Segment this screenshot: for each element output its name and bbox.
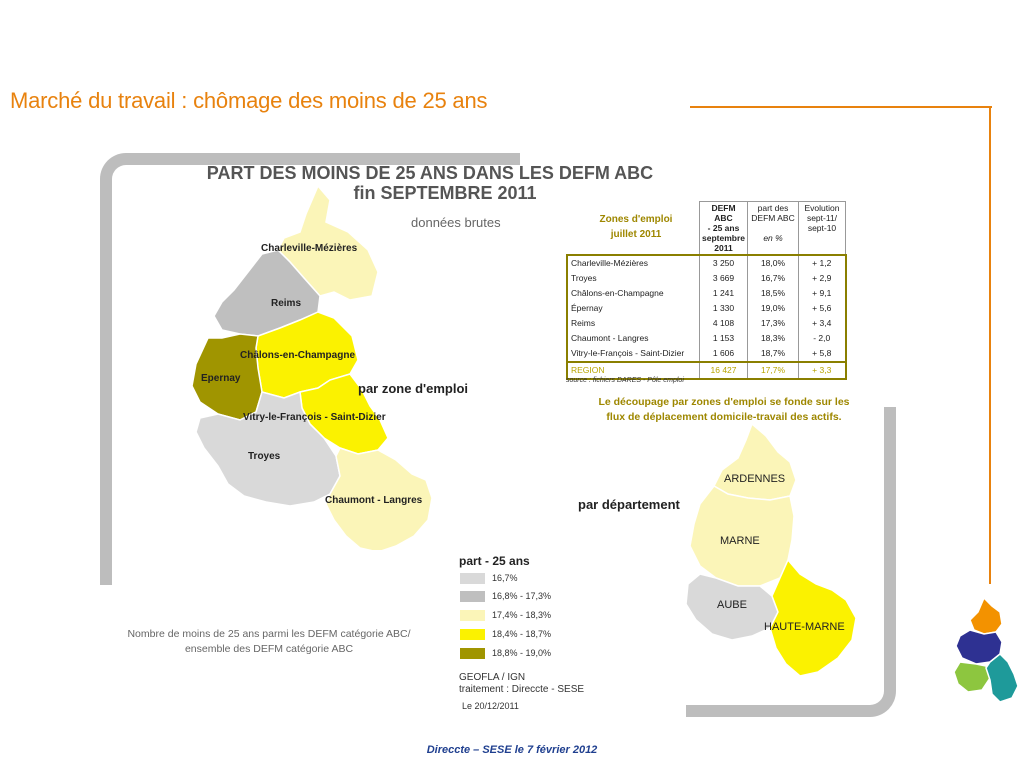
table-cell-evol: + 3,3	[799, 362, 846, 379]
table-cell-evol: + 3,4	[799, 316, 846, 331]
title-rule-horizontal	[690, 106, 992, 108]
table-cell-part: 17,7%	[748, 362, 799, 379]
zone-note-line2: flux de déplacement domicile-travail des actifs.	[606, 411, 842, 423]
table-cell-zone: REGION	[567, 362, 700, 379]
par-departement-label: par département	[578, 497, 680, 512]
zone-label-reims: Reims	[271, 298, 302, 309]
slide-footer: Direccte – SESE le 7 février 2012	[426, 744, 598, 756]
table-cell-defm: 3 250	[700, 255, 748, 271]
table-header-evol-l2: sept-11/	[806, 213, 838, 223]
table-cell-part: 19,0%	[748, 301, 799, 316]
map-caption-line2: ensemble des DEFM catégorie ABC	[184, 643, 354, 655]
table-row	[567, 316, 846, 331]
table-cell-zone: Reims	[571, 318, 596, 328]
zone-label-chalons: Châlons-en-Champagne	[240, 350, 356, 361]
legend-swatch	[460, 648, 485, 659]
table-cell-part: 18,7%	[748, 346, 799, 362]
table-header-zone	[567, 202, 700, 256]
legend-label: 16,7%	[492, 573, 518, 583]
map-date: Le 20/12/2011	[462, 701, 519, 711]
table-cell-part: 16,7%	[748, 271, 799, 286]
table-row	[567, 301, 846, 316]
table-header-defm-l3: septembre	[702, 233, 745, 243]
table-row	[567, 331, 846, 346]
map-caption	[84, 627, 454, 657]
zone-label-vitry: Vitry-le-François - Saint-Dizier	[243, 412, 386, 423]
table-header-defm-l4: 2011	[714, 243, 733, 253]
table-row	[567, 271, 846, 286]
zone-label-troyes: Troyes	[248, 451, 281, 462]
table-header-part	[748, 202, 799, 256]
slide-title: Marché du travail : chômage des moins de 25 ans	[10, 88, 488, 113]
map-title-line1: PART DES MOINS DE 25 ANS DANS LES DEFM ABC	[206, 163, 654, 183]
table-row	[567, 286, 846, 301]
table-cell-defm: 16 427	[700, 362, 748, 379]
region-logo	[950, 590, 1022, 710]
table-cell-evol: + 5,6	[799, 301, 846, 316]
table-cell-evol: + 1,2	[799, 255, 846, 271]
table-cell-zone: Troyes	[571, 273, 597, 283]
zone-label-chaumont: Chaumont - Langres	[325, 495, 423, 506]
table-cell-part: 18,3%	[748, 331, 799, 346]
table-cell-evol: + 2,9	[799, 271, 846, 286]
legend-swatch	[460, 610, 485, 621]
table-source: source : fichiers DARES - Pôle emploi	[566, 377, 684, 384]
dept-label-aube: AUBE	[717, 599, 747, 611]
logo-haute-marne-shape	[986, 654, 1018, 702]
table-header-evol	[799, 202, 846, 256]
legend-swatch	[460, 629, 485, 640]
logo-aube-shape	[954, 662, 990, 692]
table-cell-zone: Châlons-en-Champagne	[571, 288, 664, 298]
table-cell-defm: 1 241	[700, 286, 748, 301]
defm-table	[566, 201, 847, 380]
legend-label: 18,4% - 18,7%	[492, 629, 552, 639]
zones-header-line1: Zones d'emploi	[599, 214, 673, 225]
legend-swatch	[460, 573, 485, 584]
table-header-part-l1: part des	[757, 203, 789, 213]
zone-label-epernay: Epernay	[201, 373, 241, 384]
table-cell-evol: + 5,8	[799, 346, 846, 362]
map-source-traitement: traitement : Direccte - SESE	[459, 684, 585, 695]
table-cell-part: 18,5%	[748, 286, 799, 301]
table-cell-defm: 1 153	[700, 331, 748, 346]
table-cell-zone: Chaumont - Langres	[571, 333, 649, 343]
dept-haute-marne	[770, 560, 856, 676]
zones-header-line2: juillet 2011	[610, 229, 662, 240]
table-cell-defm: 1 606	[700, 346, 748, 362]
table-cell-defm: 1 330	[700, 301, 748, 316]
zone-map	[180, 180, 460, 550]
table-cell-evol: - 2,0	[799, 331, 846, 346]
par-zone-label: par zone d'emploi	[358, 381, 468, 396]
map-subtitle: données brutes	[411, 215, 501, 230]
table-header-evol-l1: Evolution	[804, 203, 840, 213]
zone-note-line1: Le découpage par zones d'emploi se fonde sur les	[598, 396, 850, 408]
table-header-evol-l3: sept-10	[807, 223, 837, 233]
legend-swatch	[460, 591, 485, 602]
table-cell-zone: Charleville-Mézières	[571, 258, 648, 268]
map-caption-line1: Nombre de moins de 25 ans parmi les DEFM catégorie ABC/	[127, 628, 411, 640]
table-cell-part: 18,0%	[748, 255, 799, 271]
dept-label-ardennes: ARDENNES	[724, 473, 786, 485]
title-rule-vertical	[989, 106, 991, 584]
table-header-part-l4: en %	[763, 233, 783, 243]
table-cell-defm: 4 108	[700, 316, 748, 331]
table-cell-defm: 3 669	[700, 271, 748, 286]
dept-ardennes	[714, 424, 796, 500]
table-cell-part: 17,3%	[748, 316, 799, 331]
table-header-defm-l2: - 25 ans	[707, 223, 740, 233]
dept-label-haute-marne: HAUTE-MARNE	[764, 621, 845, 633]
map-title-line2: fin SEPTEMBRE 2011	[353, 183, 537, 203]
logo-ardennes-shape	[970, 598, 1002, 634]
table-header-defm-l1: DEFM ABC	[711, 203, 736, 223]
table-cell-zone: Épernay	[571, 303, 603, 313]
table-header-defm	[700, 202, 748, 256]
zone-label-charleville: Charleville-Mézières	[261, 243, 358, 254]
table-row	[567, 255, 846, 271]
dept-label-marne: MARNE	[720, 535, 760, 547]
legend-label: 18,8% - 19,0%	[492, 648, 552, 658]
legend-label: 16,8% - 17,3%	[492, 591, 552, 601]
table-cell-zone: Vitry-le-François - Saint-Dizier	[571, 348, 685, 358]
table-header-part-l2: DEFM ABC	[751, 213, 795, 223]
legend-title: part - 25 ans	[459, 554, 530, 568]
legend-label: 17,4% - 18,3%	[492, 610, 552, 620]
department-map	[676, 420, 866, 690]
map-source-geofla: GEOFLA / IGN	[459, 672, 526, 683]
table-cell-evol: + 9,1	[799, 286, 846, 301]
table-row	[567, 346, 846, 362]
